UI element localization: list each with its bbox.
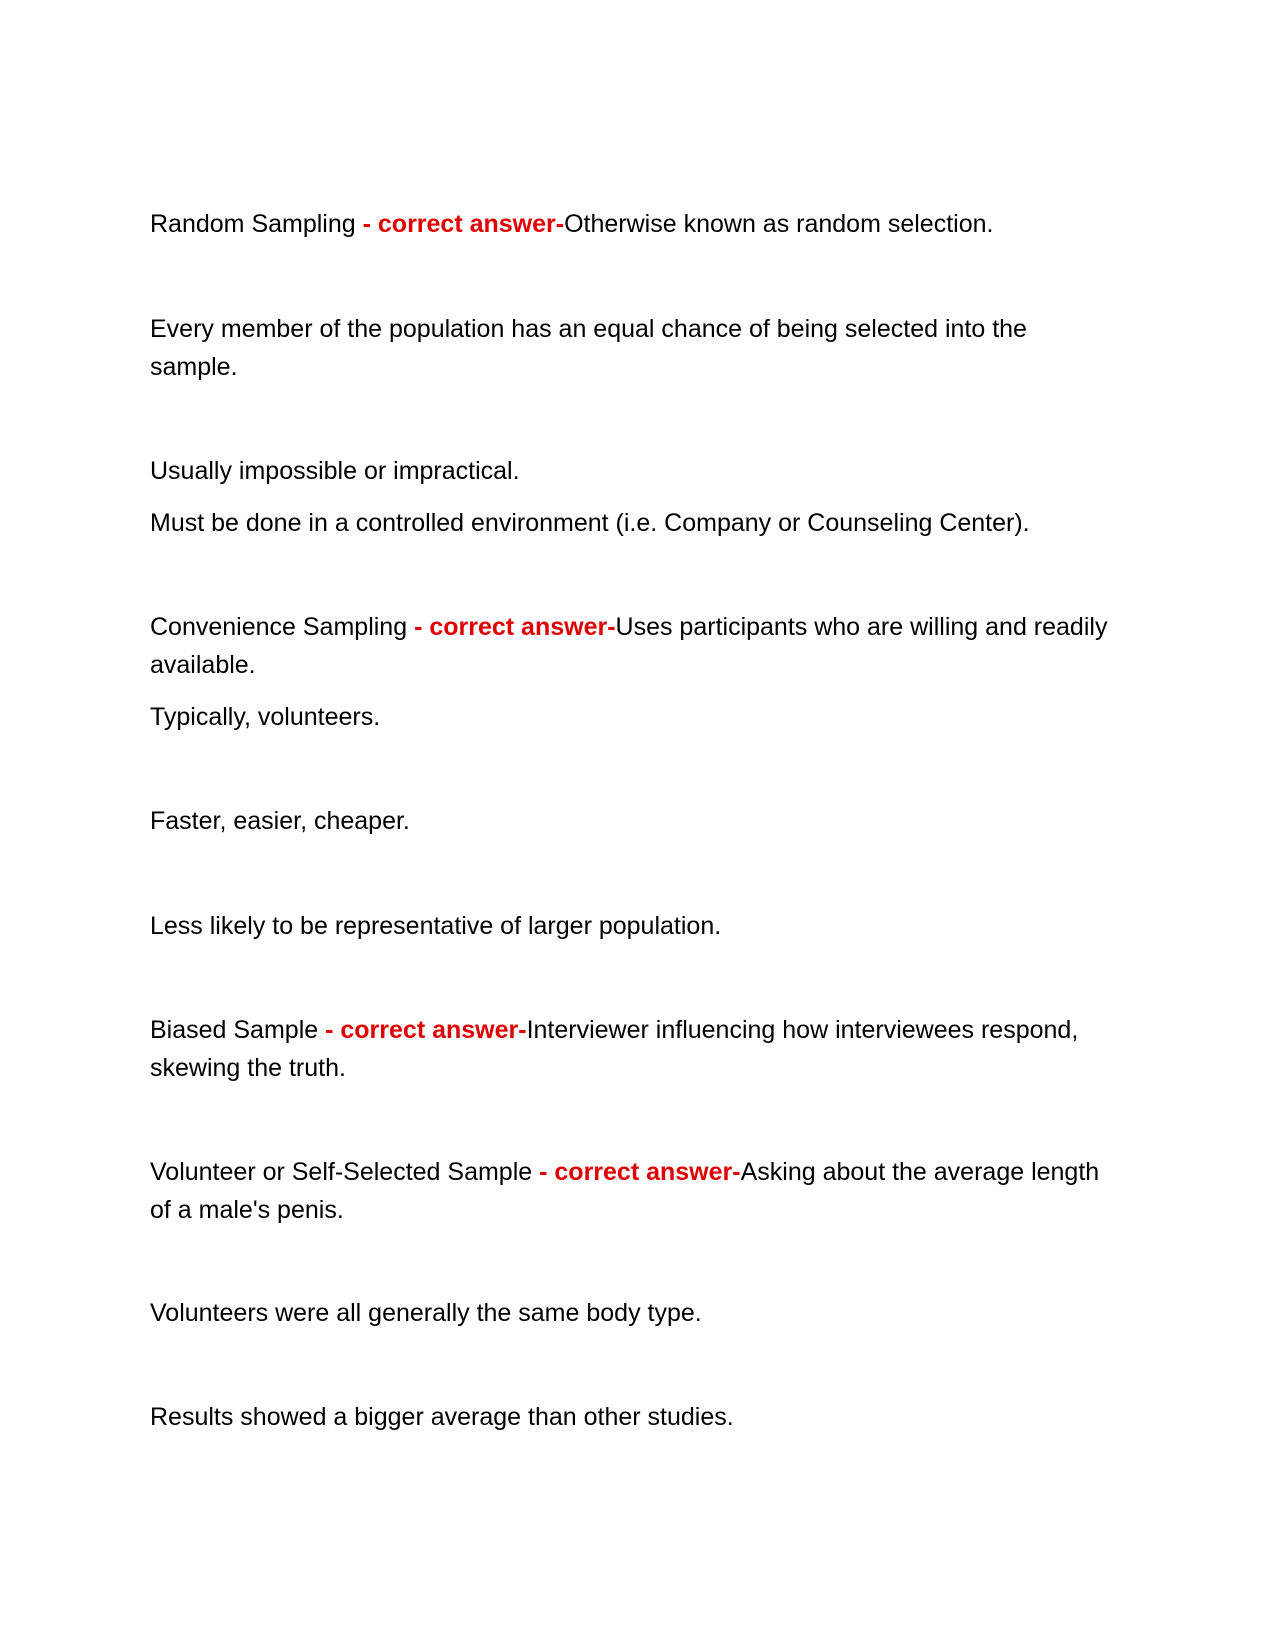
entry-biased-sample (150, 1011, 1110, 1087)
correct-answer-marker: - correct answer- (539, 1158, 741, 1186)
entry-convenience-sampling (150, 608, 1110, 684)
paragraph: Must be done in a controlled environment (i.e. Company or Counseling Center). (150, 509, 1030, 537)
paragraph: Less likely to be representative of larger population. (150, 912, 722, 940)
correct-answer-marker: - correct answer- (362, 210, 565, 238)
answer: Interviewer influencing how interviewees respond, skewing the truth. (150, 1016, 1079, 1082)
correct-answer-marker: - correct answer- (414, 613, 616, 641)
paragraph: Usually impossible or impractical. (150, 457, 520, 485)
paragraph: Typically, volunteers. (150, 703, 381, 731)
correct-answer-marker: - correct answer- (325, 1016, 527, 1044)
term: Convenience Sampling (150, 613, 408, 641)
term: Random Sampling (150, 210, 356, 238)
paragraph: Results showed a bigger average than other studies. (150, 1403, 734, 1431)
answer: Otherwise known as random selection. (564, 210, 994, 238)
entry-volunteer-sample (150, 1153, 1110, 1229)
paragraph: Every member of the population has an equal chance of being selected into the sample. (150, 315, 1027, 381)
term: Biased Sample (150, 1016, 319, 1044)
paragraph: Volunteers were all generally the same body type. (150, 1299, 702, 1327)
paragraph: Faster, easier, cheaper. (150, 807, 410, 835)
answer: Asking about the average length of a male's penis. (150, 1158, 1100, 1224)
entry-random-sampling (150, 205, 1110, 243)
term: Volunteer or Self-Selected Sample (150, 1158, 533, 1186)
answer: Uses participants who are willing and readily available. (150, 613, 1108, 679)
